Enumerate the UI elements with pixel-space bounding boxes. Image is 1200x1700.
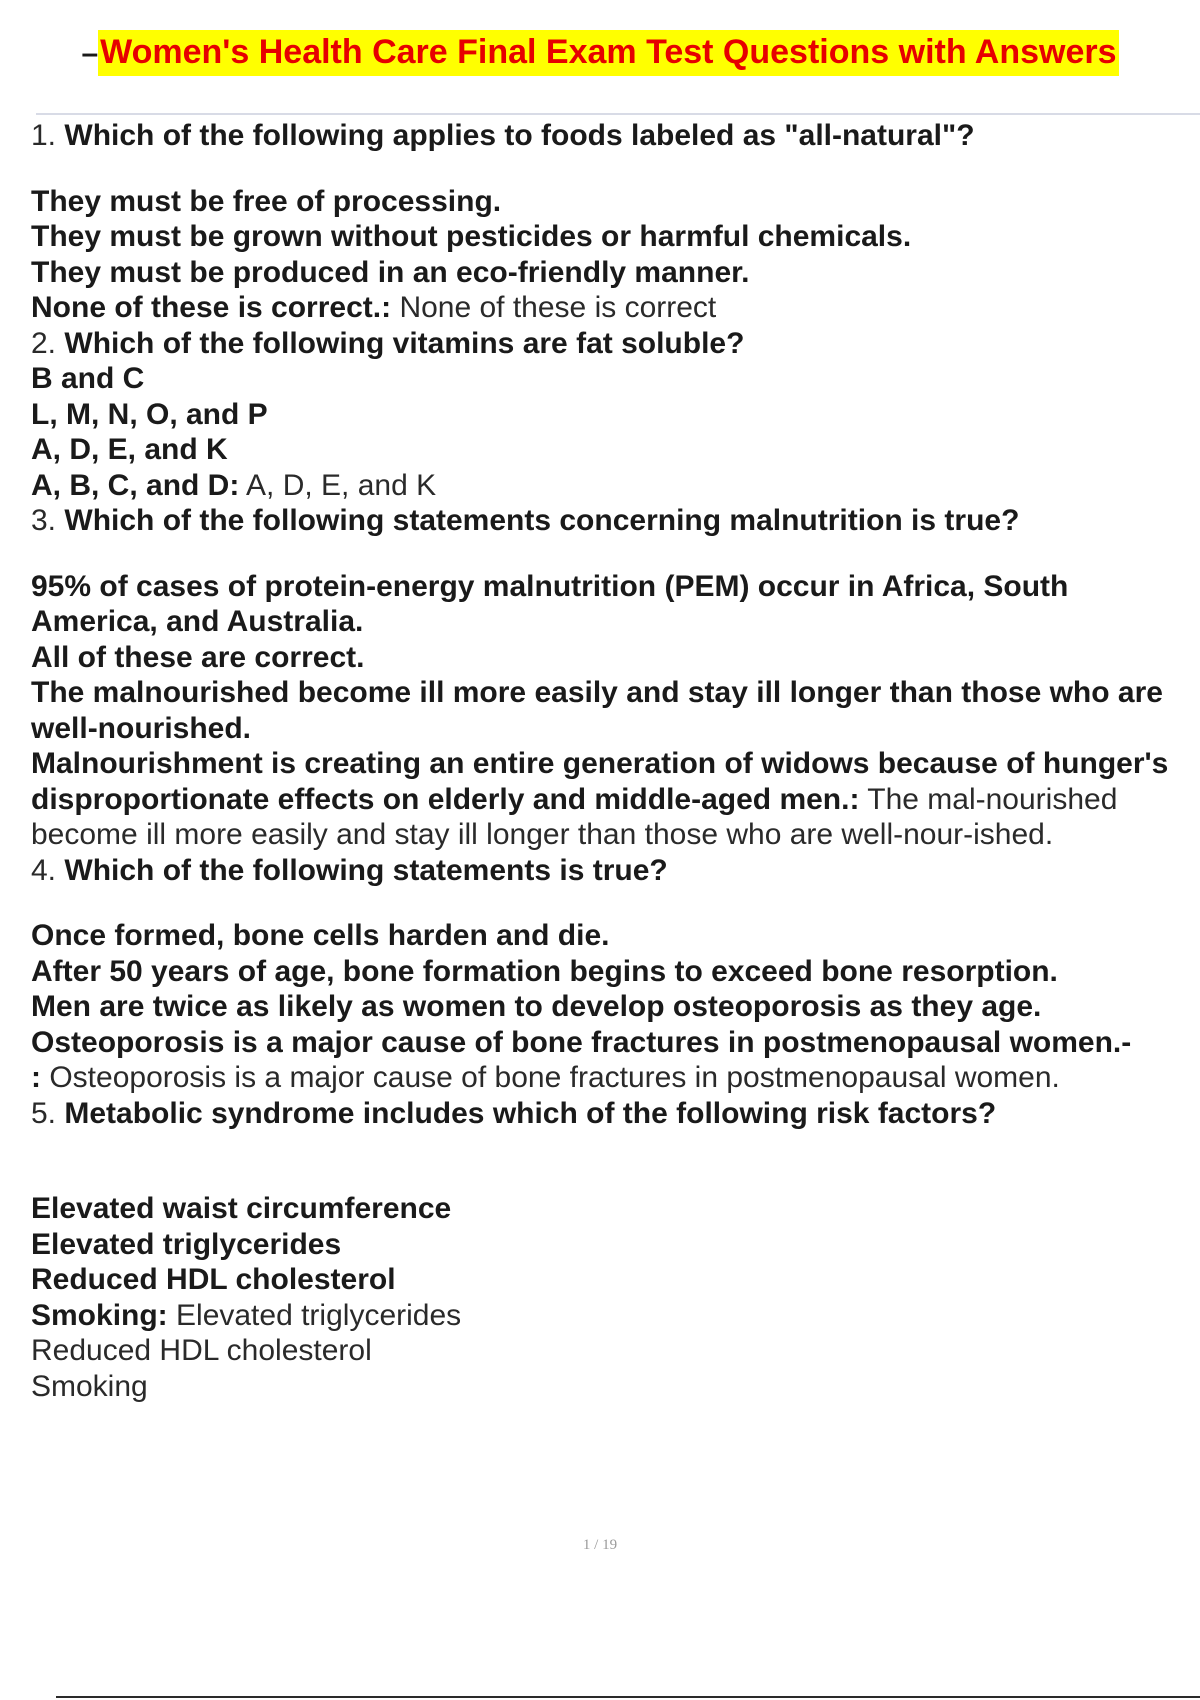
- option-with-answer: [31, 746, 1191, 853]
- option-with-answer: [31, 1060, 1191, 1096]
- question-1: [31, 118, 1191, 154]
- header-divider: [36, 113, 1200, 115]
- answer-text: Reduced HDL cholesterol: [31, 1334, 372, 1367]
- question-number: 1.: [31, 119, 57, 152]
- answer-text: Elevated triglycerides: [176, 1298, 462, 1332]
- option: 95% of cases of protein-energy malnutrition (PEM) occur in Africa, South America, and Australia.: [31, 569, 1069, 638]
- answer-text: A, D, E, and K: [246, 468, 437, 502]
- option: Smoking:: [31, 1298, 168, 1332]
- option: All of these are correct.: [31, 640, 365, 674]
- question-text: Which of the following statements concerning malnutrition is true?: [64, 504, 1020, 537]
- option: A, D, E, and K: [31, 433, 228, 466]
- option: After 50 years of age, bone formation begins to exceed bone resorption.: [31, 954, 1058, 988]
- option: Men are twice as likely as women to develop osteoporosis as they age.: [31, 990, 1042, 1023]
- option: L, M, N, O, and P: [31, 397, 268, 431]
- header-dash: –: [81, 37, 99, 70]
- question-number: 4.: [31, 853, 57, 887]
- question-number: 3.: [31, 504, 57, 537]
- question-2: [31, 326, 1191, 362]
- question-text: Metabolic syndrome includes which of the following risk factors?: [64, 1096, 997, 1130]
- page-number: 1 / 19: [582, 1537, 618, 1553]
- option: Reduced HDL cholesterol: [31, 1263, 396, 1296]
- question-text: Which of the following statements is true?: [64, 853, 668, 887]
- option: Elevated triglycerides: [31, 1227, 342, 1261]
- question-5: [31, 1096, 1191, 1132]
- option: B and C: [31, 362, 145, 395]
- question-number: 5.: [31, 1096, 57, 1130]
- answer-text: The mal-nourished become ill more easily and stay ill longer than those who are well-nour-ished.: [31, 782, 1118, 851]
- option: Osteoporosis is a major cause of bone fractures in postmenopausal women.-: [31, 1025, 1132, 1059]
- question-3: [31, 503, 1191, 539]
- option-with-answer: [31, 290, 1191, 326]
- question-text: Which of the following vitamins are fat soluble?: [64, 326, 745, 360]
- answer-separator: :: [31, 1061, 41, 1094]
- option: They must be produced in an eco-friendly manner.: [31, 255, 750, 289]
- option: Once formed, bone cells harden and die.: [31, 919, 610, 952]
- document-header: [0, 30, 1200, 76]
- option: They must be free of processing.: [31, 184, 502, 218]
- option: The malnourished become ill more easily and stay ill longer than those who are well-nourished.: [31, 676, 1163, 745]
- option: None of these is correct.:: [31, 291, 392, 324]
- footer-divider: [56, 1696, 1200, 1698]
- option: Malnourishment is creating an entire generation of widows because of hunger's disproportionate effects on elderly and middle-aged men.:: [31, 747, 1169, 816]
- answer-text: Smoking: [31, 1369, 148, 1403]
- page-title: Women's Health Care Final Exam Test Questions with Answers: [98, 30, 1118, 76]
- answer-text: None of these is correct: [399, 291, 717, 324]
- option-with-answer: [31, 468, 1191, 504]
- question-text: Which of the following applies to foods labeled as "all-natural"?: [64, 119, 975, 152]
- option: Elevated waist circumference: [31, 1192, 452, 1225]
- option: A, B, C, and D:: [31, 468, 240, 502]
- option-with-answer: [31, 1298, 1191, 1334]
- option: They must be grown without pesticides or harmful chemicals.: [31, 220, 912, 253]
- question-list: [31, 118, 1191, 1404]
- question-number: 2.: [31, 326, 57, 360]
- question-4: [31, 853, 1191, 889]
- answer-text: Osteoporosis is a major cause of bone fractures in postmenopausal women.: [49, 1061, 1060, 1094]
